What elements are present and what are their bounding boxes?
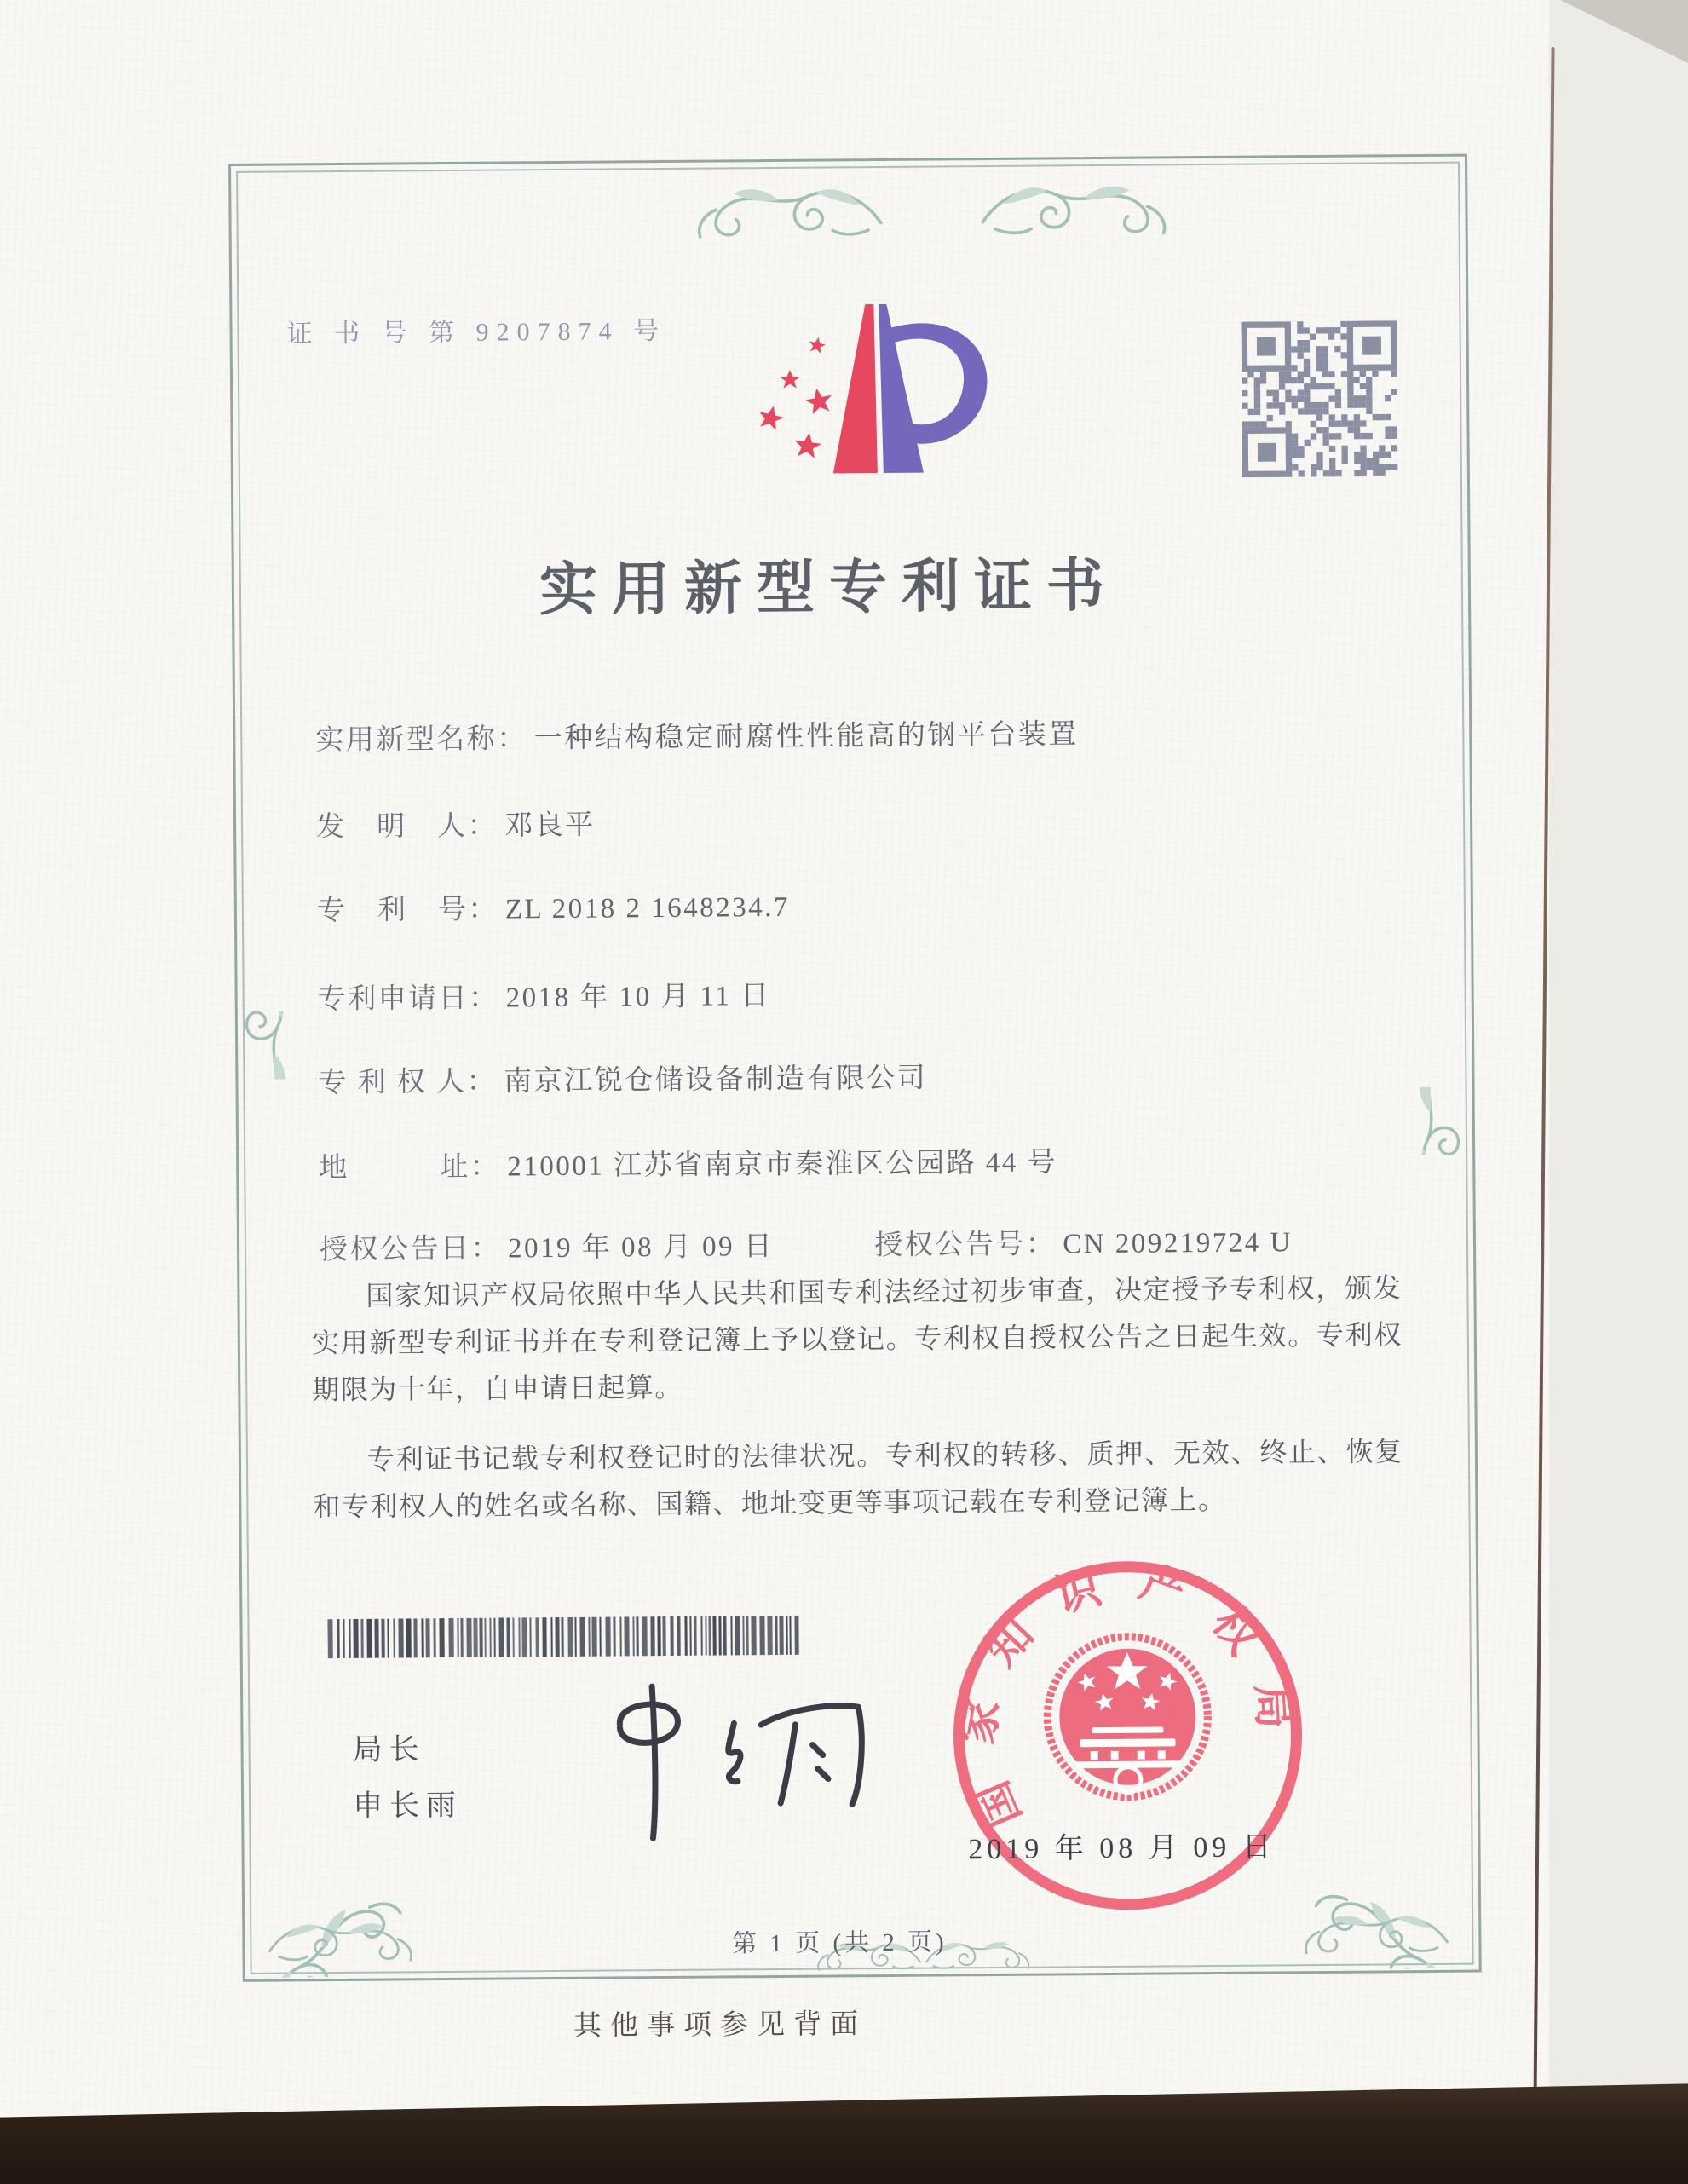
field-label: 地 址：	[319, 1151, 501, 1184]
director-signature	[567, 1669, 892, 1859]
barcode	[327, 1616, 813, 1660]
cnipa-logo-icon	[736, 295, 1019, 521]
seal-date: 2019 年 08 月 09 日	[968, 1831, 1276, 1866]
field-value: 2019 年 08 月 09 日	[507, 1231, 775, 1265]
field-address	[319, 1139, 1057, 1185]
back-side-note: 其他事项参见背面	[573, 2008, 867, 2043]
field-label: 授权公告号：	[874, 1229, 1057, 1262]
body-paragraph-2: 专利证书记载专利权登记时的法律状况。专利权的转移、质押、无效、终止、恢复和专利权人的姓名或名称、国籍、地址变更等事项记载在专利登记簿上。	[313, 1436, 1404, 1523]
field-label: 专 利 号：	[316, 894, 499, 927]
field-grant	[320, 1219, 1293, 1267]
field-label: 实用新型名称：	[315, 723, 527, 757]
national-emblem-icon	[1047, 1636, 1208, 1797]
field-label: 专利申请日：	[317, 983, 499, 1016]
field-value: 210001 江苏省南京市秦淮区公园路 44 号	[507, 1147, 1058, 1183]
field-value: 一种结构稳定耐腐性性能高的钢平台装置	[533, 719, 1079, 755]
certificate-title: 实用新型专利证书	[539, 552, 1120, 623]
body-paragraph-1: 国家知识产权局依照中华人民共和国专利法经过初步审查，决定授予专利权，颁发实用新型专利证书并在专利登记簿上予以登记。专利权自授权公告之日起生效。专利权期限为十年，自申请日起算。	[311, 1272, 1403, 1406]
field-patentee	[318, 1056, 927, 1101]
field-inventor	[316, 803, 596, 845]
field-label: 授权公告日：	[319, 1233, 502, 1266]
field-label: 发 明 人：	[315, 810, 498, 844]
director-name: 申长雨	[352, 1788, 464, 1823]
page-backside-strip	[1549, 0, 1688, 2184]
top-border-ornament	[647, 170, 1217, 256]
field-value: 2018 年 10 月 11 日	[505, 981, 771, 1014]
field-patent-number	[317, 885, 790, 928]
field-value: 南京江锐仓储设备制造有限公司	[504, 1063, 928, 1098]
right-border-ornament	[1346, 1086, 1543, 1156]
qr-code	[1241, 320, 1403, 483]
field-value: 邓良平	[504, 810, 596, 842]
field-value: ZL 2018 2 1648234.7	[504, 891, 791, 925]
field-utility-model-name	[315, 712, 1079, 758]
page-indicator: 第 1 页 (共 2 页)	[732, 1928, 948, 1958]
official-seal	[948, 1555, 1308, 1916]
certificate-frame	[228, 154, 1482, 1982]
field-value: CN 209219724 U	[1063, 1227, 1293, 1260]
certificate-number: 证 书 号 第 9207874 号	[286, 316, 667, 349]
field-label: 专 利 权 人：	[318, 1066, 498, 1099]
director-title: 局长	[352, 1732, 426, 1766]
seal-agency-text: 国家知识产权局	[953, 1556, 1300, 1834]
field-filing-date	[317, 973, 770, 1017]
